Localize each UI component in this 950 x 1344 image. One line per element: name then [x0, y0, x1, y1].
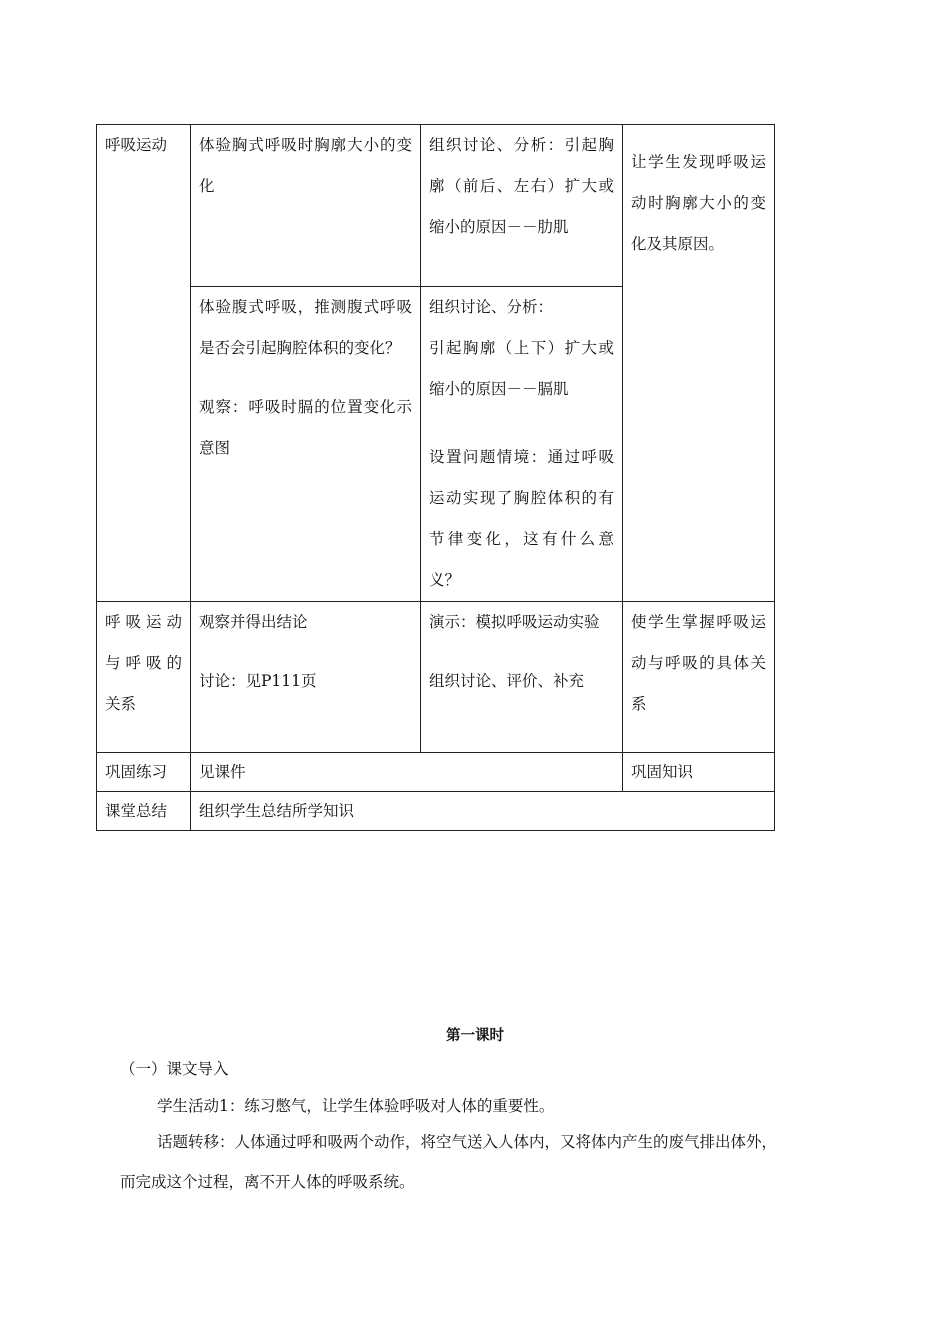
cell-text: 引起胸廓（上下）扩大或缩小的原因－－膈肌 — [429, 339, 614, 398]
cell-text: 让学生发现呼吸运动时胸廓大小的变化及其原因。 — [631, 153, 766, 253]
cell-text: 体验胸式呼吸时胸廓大小的变化 — [199, 136, 412, 195]
topic-cell — [97, 792, 191, 831]
cell-text: 呼吸运动与呼吸的关系 — [105, 613, 182, 713]
student-activity-cell — [191, 287, 421, 602]
table-row — [97, 792, 775, 831]
cell-text: 设置问题情境：通过呼吸运动实现了胸腔体积的有节律变化，这有什么意义？ — [429, 448, 614, 589]
paragraph: 学生活动1：练习憋气，让学生体验呼吸对人体的重要性。 — [157, 1097, 555, 1115]
topic-cell — [97, 602, 191, 753]
cell-text: 讨论：见P111页 — [199, 672, 317, 690]
cell-text: 体验腹式呼吸，推测腹式呼吸是否会引起胸腔体积的变化？ — [199, 298, 412, 357]
lesson-plan-table — [96, 124, 775, 831]
cell-text: 观察并得出结论 — [199, 613, 308, 631]
topic-cell — [97, 753, 191, 792]
cell-text: 组织讨论、分析：引起胸廓（前后、左右）扩大或缩小的原因－－肋肌 — [429, 136, 614, 236]
summary-cell — [191, 792, 775, 831]
cell-text: 呼吸运动 — [105, 136, 168, 154]
student-activity-cell — [191, 125, 421, 287]
intent-cell — [623, 753, 775, 792]
cell-text: 演示：模拟呼吸运动实验 — [429, 613, 600, 631]
table-row — [97, 602, 775, 753]
student-activity-cell — [191, 753, 623, 792]
cell-text: 组织讨论、分析： — [429, 298, 554, 316]
table-row — [97, 125, 775, 287]
intent-cell — [623, 602, 775, 753]
teacher-activity-cell — [421, 125, 623, 287]
student-activity-cell — [191, 602, 421, 753]
paragraph: 而完成这个过程，离不开人体的呼吸系统。 — [120, 1173, 415, 1191]
teacher-activity-cell — [421, 287, 623, 602]
cell-text: 组织学生总结所学知识 — [199, 802, 355, 820]
intent-cell — [623, 125, 775, 602]
cell-text: 巩固知识 — [631, 763, 694, 781]
cell-text: 组织讨论、评价、补充 — [429, 672, 585, 690]
table-row — [97, 753, 775, 792]
cell-text: 课堂总结 — [105, 802, 168, 820]
subheading: （一）课文导入 — [120, 1060, 229, 1078]
cell-text: 观察：呼吸时膈的位置变化示意图 — [199, 398, 412, 457]
cell-text: 巩固练习 — [105, 763, 168, 781]
cell-text: 使学生掌握呼吸运动与呼吸的具体关系 — [631, 613, 766, 713]
section-title: 第一课时 — [446, 1028, 504, 1044]
teacher-activity-cell — [421, 602, 623, 753]
cell-text: 见课件 — [199, 763, 246, 781]
topic-cell — [97, 125, 191, 602]
paragraph: 话题转移：人体通过呼和吸两个动作，将空气送入人体内，又将体内产生的废气排出体外， — [157, 1133, 778, 1151]
